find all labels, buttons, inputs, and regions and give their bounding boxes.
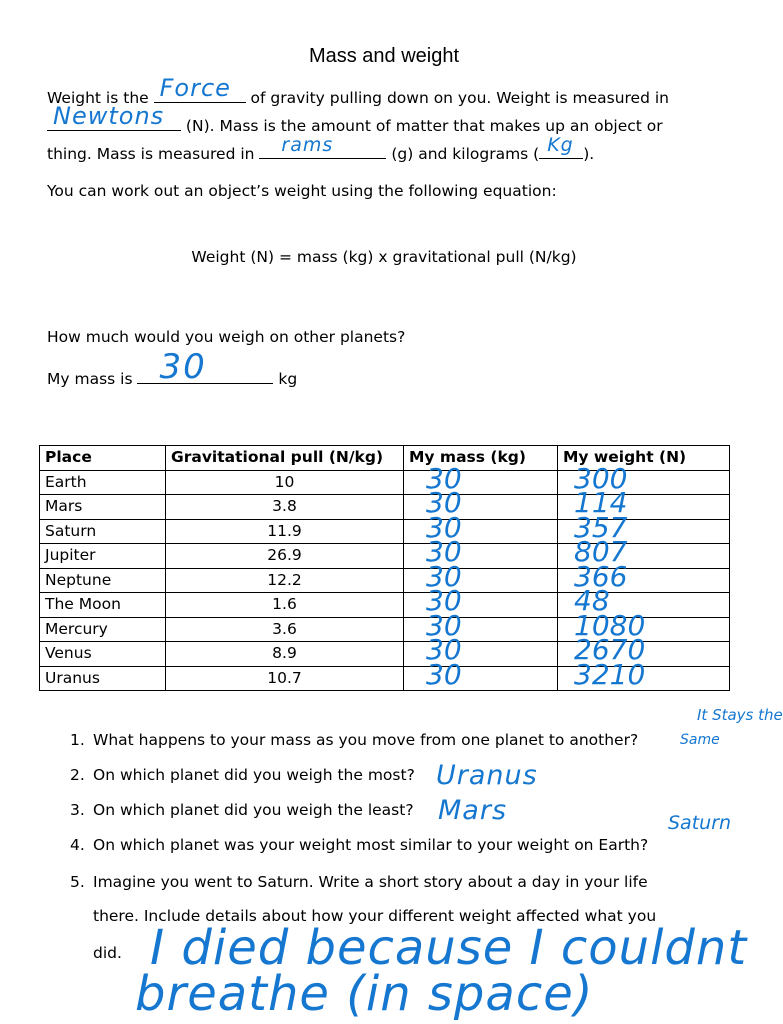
header-mass: My mass (kg) bbox=[404, 446, 558, 471]
place-cell: Uranus bbox=[40, 666, 166, 691]
place-cell: Saturn bbox=[40, 519, 166, 544]
weight-answer: 357 bbox=[574, 510, 628, 544]
pull-cell: 10 bbox=[166, 470, 404, 495]
header-pull: Gravitational pull (N/kg) bbox=[166, 446, 404, 471]
question-text: On which planet did you weigh the least? bbox=[93, 801, 414, 819]
grams-blank[interactable] bbox=[259, 134, 386, 159]
mass-answer: 30 bbox=[426, 657, 462, 691]
kg-answer: Kg bbox=[547, 134, 574, 156]
pull-cell: 11.9 bbox=[166, 519, 404, 544]
question-number: 4. bbox=[70, 836, 85, 854]
question-number: 1. bbox=[70, 731, 85, 749]
place-cell: The Moon bbox=[40, 593, 166, 618]
mass-answer: 30 bbox=[426, 510, 462, 544]
question-text: On which planet was your weight most similar to your weight on Earth? bbox=[93, 836, 649, 854]
force-answer: Force bbox=[159, 74, 231, 102]
question-1 bbox=[70, 731, 638, 749]
weight-answer: 807 bbox=[574, 535, 628, 568]
question-2 bbox=[70, 766, 415, 784]
mass-answer: 30 bbox=[426, 559, 462, 593]
mass-answer: 30 bbox=[426, 633, 462, 666]
force-blank[interactable] bbox=[154, 74, 246, 103]
answer-4[interactable]: Saturn bbox=[668, 812, 732, 834]
place-cell: Venus bbox=[40, 642, 166, 667]
intro-text: of gravity pulling down on you. Weight is measured in bbox=[245, 89, 669, 107]
intro-text: (N). Mass is the amount of matter that makes up an object or bbox=[181, 117, 663, 135]
planet-table bbox=[39, 445, 730, 691]
newtons-answer: Newtons bbox=[53, 102, 165, 130]
answer-3[interactable]: Mars bbox=[438, 795, 508, 826]
answer-2[interactable]: Uranus bbox=[436, 760, 538, 791]
header-place: Place bbox=[40, 446, 166, 471]
my-mass-blank[interactable] bbox=[137, 347, 273, 387]
mass-answer: 30 bbox=[426, 486, 462, 519]
table-row bbox=[40, 568, 730, 593]
place-cell: Earth bbox=[40, 470, 166, 495]
pull-cell: 26.9 bbox=[166, 544, 404, 569]
answer-5-line-1[interactable]: I died because I couldnt bbox=[150, 920, 748, 976]
weight-answer: 48 bbox=[574, 584, 610, 617]
weight-cell[interactable] bbox=[558, 657, 730, 691]
question-text: What happens to your mass as you move from one planet to another? bbox=[93, 731, 639, 749]
question-number: 2. bbox=[70, 766, 85, 784]
mass-answer: 30 bbox=[426, 584, 462, 617]
pull-cell: 10.7 bbox=[166, 666, 404, 691]
weight-equation: Weight (N) = mass (kg) x gravitational pull (N/kg) bbox=[191, 248, 577, 266]
weight-answer: 300 bbox=[574, 461, 628, 495]
newtons-blank[interactable] bbox=[47, 102, 181, 131]
question-text: On which planet did you weigh the most? bbox=[93, 766, 415, 784]
pull-cell: 8.9 bbox=[166, 642, 404, 667]
header-weight: My weight (N) bbox=[558, 446, 730, 471]
intro-line-3 bbox=[47, 134, 595, 163]
weight-answer: 114 bbox=[574, 486, 628, 519]
question-5-line-2: there. Include details about how your different weight affected what you bbox=[93, 907, 657, 925]
my-mass-answer: 30 bbox=[159, 347, 207, 387]
page-title: Mass and weight bbox=[308, 45, 460, 67]
pull-cell: 1.6 bbox=[166, 593, 404, 618]
mass-answer: 30 bbox=[426, 608, 462, 642]
intro-text: Weight is the bbox=[47, 89, 154, 107]
my-mass-line bbox=[47, 347, 298, 388]
answer-5-line-2[interactable]: breathe (in space) bbox=[135, 966, 594, 1022]
question-5 bbox=[70, 873, 648, 891]
place-cell: Mars bbox=[40, 495, 166, 520]
intro-line-2 bbox=[47, 102, 663, 135]
weight-answer: 1080 bbox=[574, 608, 646, 642]
question-5-line-3: did. bbox=[93, 944, 122, 962]
place-cell: Mercury bbox=[40, 617, 166, 642]
table-row bbox=[40, 666, 730, 691]
answer-1-line-1: It Stays the bbox=[697, 706, 783, 724]
intro-text: thing. Mass is measured in bbox=[47, 145, 260, 163]
question-4 bbox=[70, 836, 648, 854]
weight-answer: 366 bbox=[574, 559, 628, 593]
weight-answer: 3210 bbox=[574, 657, 646, 691]
my-mass-label: My mass is bbox=[47, 370, 138, 388]
mass-answer: 30 bbox=[426, 461, 462, 495]
answer-1-line-2: Same bbox=[680, 732, 720, 748]
kg-blank[interactable] bbox=[539, 134, 583, 159]
question-3 bbox=[70, 801, 414, 819]
planets-question: How much would you weigh on other planets? bbox=[47, 328, 406, 346]
weight-answer: 2670 bbox=[574, 633, 646, 666]
my-mass-unit: kg bbox=[273, 370, 298, 388]
place-cell: Jupiter bbox=[40, 544, 166, 569]
grams-answer: rams bbox=[281, 134, 334, 156]
question-text: Imagine you went to Saturn. Write a short story about a day in your life bbox=[93, 873, 648, 891]
place-cell: Neptune bbox=[40, 568, 166, 593]
question-number: 3. bbox=[70, 801, 85, 819]
intro-text: ). bbox=[583, 145, 595, 163]
question-number: 5. bbox=[70, 873, 85, 891]
mass-answer: 30 bbox=[426, 535, 462, 568]
intro-line-4: You can work out an object’s weight using the following equation: bbox=[47, 182, 557, 200]
intro-text: (g) and kilograms ( bbox=[386, 145, 540, 163]
mass-cell[interactable] bbox=[404, 657, 558, 691]
pull-cell: 12.2 bbox=[166, 568, 404, 593]
pull-cell: 3.6 bbox=[166, 617, 404, 642]
pull-cell: 3.8 bbox=[166, 495, 404, 520]
